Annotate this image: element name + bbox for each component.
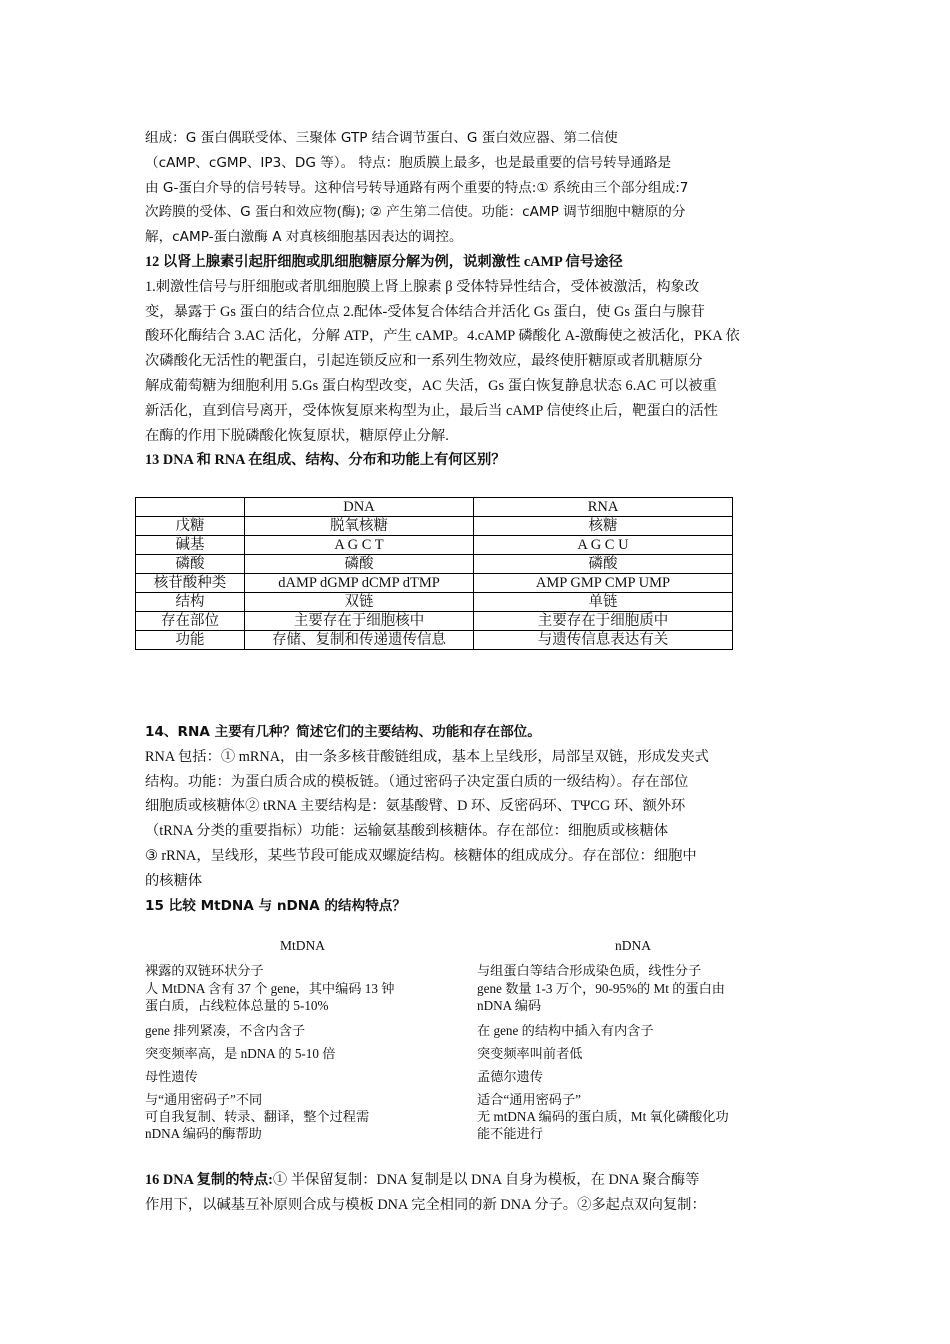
q15-heading: 15 比较 MtDNA 与 nDNA 的结构特点？ bbox=[145, 897, 406, 914]
intro-line: 组成：G 蛋白偶联受体、三聚体 GTP 结合调节蛋白、G 蛋白效应器、第二信使 bbox=[145, 130, 618, 146]
q12-line: 1.刺激性信号与肝细胞或者肌细胞膜上肾上腺素 β 受体特异性结合，受体被激活，构象改 bbox=[145, 278, 700, 295]
ndna-text: 在 gene 的结构中插入有内含子 bbox=[477, 1023, 654, 1038]
ndna-text: 孟德尔遗传 bbox=[477, 1069, 543, 1084]
intro-line: （cAMP、cGMP、IP3、DG 等）。 特点：胞质膜上最多，也是最重要的信号转导通路是 bbox=[145, 154, 672, 171]
q12-line: 酸环化酶结合 3.AC 活化，分解 ATP，产生 cAMP。4.cAMP 磷酸化 A-激酶使之被活化，PKA 依 bbox=[145, 328, 740, 345]
mtdna-row bbox=[145, 1022, 465, 1039]
dna-rna-comparison-table bbox=[135, 497, 733, 650]
table-row bbox=[136, 517, 733, 536]
q12-line: 新活化，直到信号离开，受体恢复原来构型为止，最后当 cAMP 信使终止后，靶蛋白的活性 bbox=[145, 402, 718, 419]
mtdna-text: nDNA 编码的酶帮助 bbox=[145, 1126, 262, 1141]
mtdna-text: 突变频率高，是 nDNA 的 5-10 倍 bbox=[145, 1046, 336, 1061]
table-header-cell bbox=[136, 498, 245, 517]
q14-line: ③ rRNA，呈线形，某些节段可能成双螺旋结构。核糖体的组成成分。存在部位：细胞中 bbox=[145, 847, 697, 864]
ndna-column-header: nDNA bbox=[615, 938, 651, 953]
ndna-text: gene 数量 1-3 万个，90-95%的 Mt 的蛋白由 bbox=[477, 981, 725, 996]
ndna-text: 与组蛋白等结合形成染色质，线性分子 bbox=[477, 963, 702, 978]
ndna-text: 无 mtDNA 编码的蛋白质，Mt 氧化磷酸化功 bbox=[477, 1109, 729, 1124]
intro-line: 次跨膜的受体、G 蛋白和效应物(酶); ② 产生第二信使。功能：cAMP 调节细胞中糖原的分 bbox=[145, 204, 686, 221]
q16-heading: 16 DNA 复制的特点: bbox=[145, 1172, 273, 1188]
table-row bbox=[136, 593, 733, 612]
ndna-text: nDNA 编码 bbox=[477, 998, 542, 1013]
table-header-cell: RNA bbox=[474, 498, 733, 517]
ndna-row bbox=[477, 980, 807, 1014]
table-cell: 磷酸 bbox=[245, 555, 474, 574]
table-cell: 脱氧核糖 bbox=[245, 517, 474, 536]
table-cell: 主要存在于细胞核中 bbox=[245, 612, 474, 631]
ndna-row bbox=[477, 1022, 807, 1039]
mtdna-text: 母性遗传 bbox=[145, 1069, 198, 1084]
q16-text: ① 半保留复制：DNA 复制是以 DNA 自身为模板，在 DNA 聚合酶等 bbox=[272, 1172, 700, 1188]
table-cell: A G C T bbox=[245, 536, 474, 555]
table-cell: 磷酸 bbox=[136, 555, 245, 574]
mtdna-row bbox=[145, 1091, 465, 1142]
ndna-row bbox=[477, 1091, 807, 1142]
table-cell: 核糖 bbox=[474, 517, 733, 536]
table-cell: AMP GMP CMP UMP bbox=[474, 574, 733, 593]
q14-line: （tRNA 分类的重要指标）功能：运输氨基酸到核糖体。存在部位：细胞质或核糖体 bbox=[145, 823, 669, 840]
table-row bbox=[136, 631, 733, 650]
table-cell: 与遗传信息表达有关 bbox=[474, 631, 733, 650]
table-cell: A G C U bbox=[474, 536, 733, 555]
ndna-text: 能不能进行 bbox=[477, 1126, 543, 1141]
mtdna-row bbox=[145, 980, 465, 1014]
q16-section bbox=[145, 1168, 810, 1218]
q16-line bbox=[145, 1168, 810, 1193]
q14-line: RNA 包括：① mRNA，由一条多核苷酸链组成，基本上呈线形，局部呈双链，形成发夹式 bbox=[145, 748, 709, 765]
table-row bbox=[136, 555, 733, 574]
mtdna-text: 与“通用密码子”不同 bbox=[145, 1092, 263, 1107]
q12-line: 解成葡萄糖为细胞利用 5.Gs 蛋白构型改变，AC 失活，Gs 蛋白恢复静息状态 6.AC 可以被重 bbox=[145, 377, 717, 394]
table-cell: 戊糖 bbox=[136, 517, 245, 536]
q14-heading: 14、RNA 主要有几种？简述它们的主要结构、功能和存在部位。 bbox=[145, 724, 541, 740]
mtdna-text: 裸露的双链环状分子 bbox=[145, 963, 264, 978]
q14-line: 细胞质或核糖体② tRNA 主要结构是：氨基酸臂、D 环、反密码环、TΨCG 环、额外环 bbox=[145, 798, 686, 815]
ndna-row bbox=[477, 962, 807, 979]
q12-line: 次磷酸化无活性的靶蛋白，引起连锁反应和一系列生物效应，最终使肝糖原或者肌糖原分 bbox=[145, 353, 703, 370]
ndna-row bbox=[477, 1045, 807, 1062]
mtdna-text: 人 MtDNA 含有 37 个 gene，其中编码 13 钟 bbox=[145, 981, 395, 996]
mtdna-row bbox=[145, 962, 465, 979]
table-cell: 结构 bbox=[136, 593, 245, 612]
table-header-cell: DNA bbox=[245, 498, 474, 517]
table-row bbox=[136, 536, 733, 555]
table-cell: dAMP dGMP dCMP dTMP bbox=[245, 574, 474, 593]
q12-line: 在酶的作用下脱磷酸化恢复原状，糖原停止分解. bbox=[145, 427, 449, 444]
table-cell: 存在部位 bbox=[136, 612, 245, 631]
q16-line: 作用下，以碱基互补原则合成与模板 DNA 完全相同的新 DNA 分子。②多起点双向复制： bbox=[145, 1196, 706, 1213]
ndna-text: 适合“通用密码子” bbox=[477, 1092, 582, 1107]
mtdna-text: 可自我复制、转录、翻译，整个过程需 bbox=[145, 1109, 370, 1124]
table-cell: 磷酸 bbox=[474, 555, 733, 574]
table-cell: 单链 bbox=[474, 593, 733, 612]
mtdna-column-header: MtDNA bbox=[280, 938, 326, 953]
q14-line: 的核糖体 bbox=[145, 872, 203, 889]
intro-section bbox=[145, 126, 810, 473]
table-header-row bbox=[136, 498, 733, 517]
mtdna-row bbox=[145, 1045, 465, 1062]
q12-line: 变，暴露于 Gs 蛋白的结合位点 2.配体-受体复合体结合并活化 Gs 蛋白，使 Gs 蛋白与腺苷 bbox=[145, 303, 705, 320]
mtdna-text: gene 排列紧凑，不含内含子 bbox=[145, 1023, 306, 1038]
ndna-row bbox=[477, 1068, 807, 1085]
mtdna-text: 蛋白质，占线粒体总量的 5-10% bbox=[145, 998, 329, 1013]
table-cell: 主要存在于细胞质中 bbox=[474, 612, 733, 631]
table-cell: 存储、复制和传递遗传信息 bbox=[245, 631, 474, 650]
table-row bbox=[136, 574, 733, 593]
q13-heading: 13 DNA 和 RNA 在组成、结构、分布和功能上有何区别？ bbox=[145, 452, 506, 469]
table-cell: 核苷酸种类 bbox=[136, 574, 245, 593]
mtdna-row bbox=[145, 1068, 465, 1085]
table-cell: 碱基 bbox=[136, 536, 245, 555]
intro-line: 解，cAMP-蛋白激酶 A 对真核细胞基因表达的调控。 bbox=[145, 229, 463, 246]
table-cell: 功能 bbox=[136, 631, 245, 650]
q14-section bbox=[145, 720, 810, 918]
table-row bbox=[136, 612, 733, 631]
intro-line: 由 G-蛋白介导的信号转导。这种信号转导通路有两个重要的特点:① 系统由三个部分组成:7 bbox=[145, 179, 689, 196]
q14-line: 结构。功能：为蛋白质合成的模板链。（通过密码子决定蛋白质的一级结构）。存在部位 bbox=[145, 773, 689, 790]
ndna-text: 突变频率叫前者低 bbox=[477, 1046, 583, 1061]
q12-heading: 12 以肾上腺素引起肝细胞或肌细胞糖原分解为例，说刺激性 cAMP 信号途径 bbox=[145, 253, 623, 270]
table-cell: 双链 bbox=[245, 593, 474, 612]
